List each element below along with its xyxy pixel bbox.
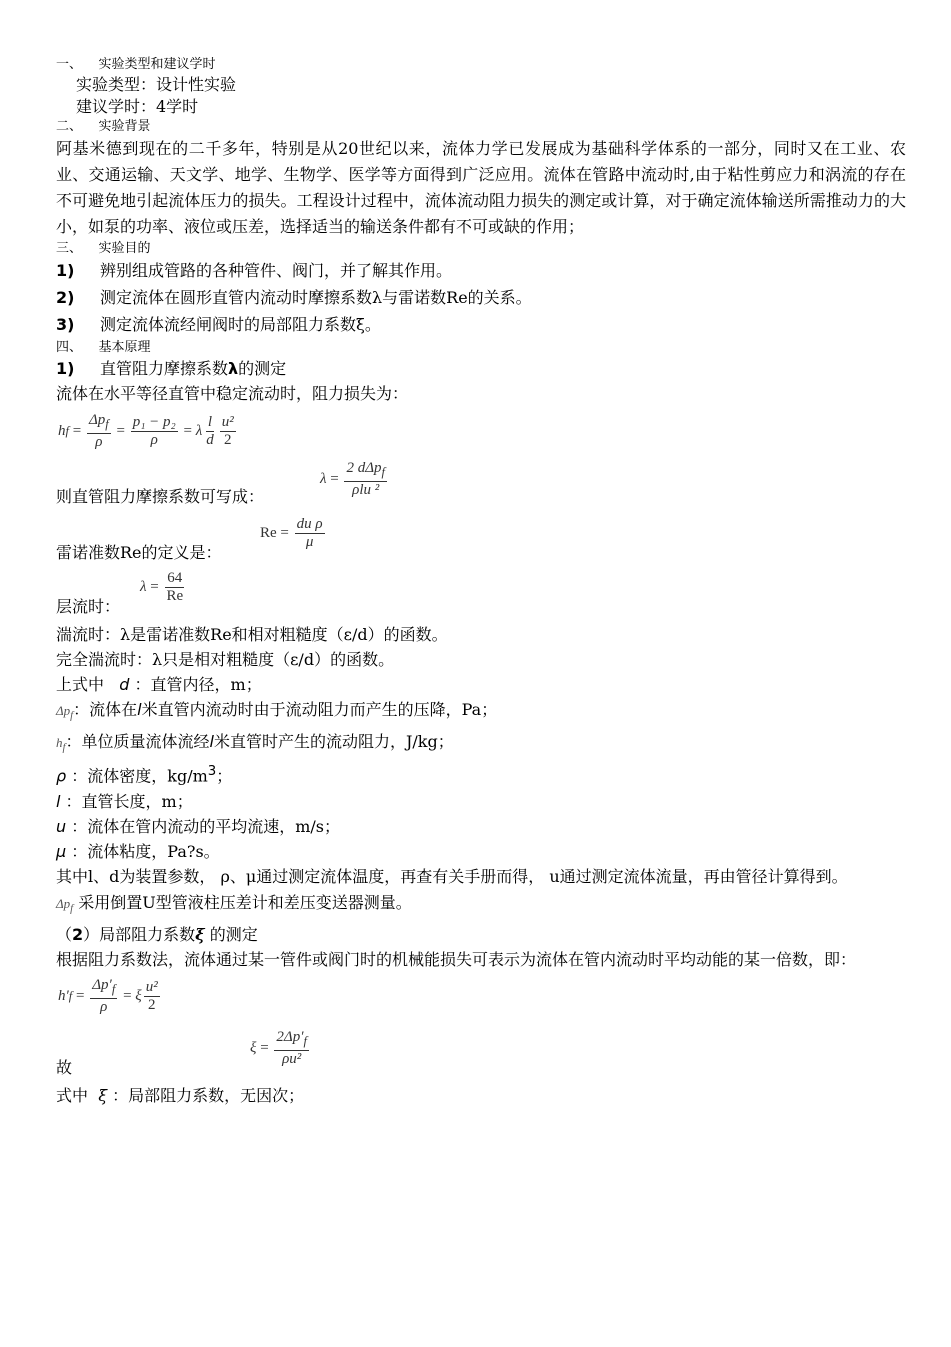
background-paragraph: 阿基米德到现在的二千多年，特别是从20世纪以来，流体力学已发展成为基础科学体系的一部分，同时又在工业、农业、交通运输、天文学、地学、生物学、医学等方面得到广泛应用。流体在管路中流动时,由于粘性剪应力和涡流的存在不可避免地引起流体压力的损失。工程设计过程中，流体流动阻力损失的测定或计算，对于确定流体输送所需推动力的大小，如泵的功率、液位或压差，选择适当的输送条件都有不可或缺的作用； (56, 139, 906, 236)
params-paragraph: 其中l、d为装置参数， ρ、μ通过测定流体温度，再查有关手册而得， u通过测定流体流量，再由管径计算得到。 (56, 866, 848, 886)
eq-symbol: h (58, 423, 66, 439)
symbol-dp: Δp (56, 703, 71, 718)
objective-item (56, 312, 906, 339)
experiment-type: 实验类型：设计性实验 (76, 75, 237, 94)
subsection-number: 1) (56, 359, 75, 378)
equation-xi: 故 ξ = $\frac{2\Delta p'_f}{\text{ρu²}}$ (56, 1027, 906, 1083)
eq-symbol: Δp′ (92, 976, 112, 993)
lambda-label: 则直管阻力摩擦系数可写成： (56, 487, 265, 506)
symbol-l: l (209, 731, 214, 751)
gu-label: 故 (56, 1057, 73, 1077)
objective-text: 测定流体流经闸阀时的局部阻力系数ξ。 (100, 315, 381, 334)
section-1-heading: 一、 实验类型和建议学时 (56, 57, 216, 72)
eq-symbol: ρ (100, 998, 108, 1015)
eq-symbol: 2 (147, 996, 156, 1013)
section-2-heading: 二、 实验背景 (56, 119, 151, 134)
where-prefix: 上式中 (56, 675, 105, 694)
symbol-xi: ξ (98, 1085, 107, 1105)
eq-subscript: f (65, 424, 69, 438)
equation-reynolds: 雷诺准数Re的定义是： Re = $\frac{\text{du ρ}}{\mu}$ (56, 514, 906, 568)
def-d (56, 672, 906, 697)
symbol-hf: h (56, 734, 63, 750)
def-text: 采用倒置U型管液柱压差计和差压变送器测量。 (78, 892, 412, 912)
def-mu (56, 839, 906, 864)
symbol-l: l (137, 700, 142, 719)
suggested-hours: 建议学时：4学时 (76, 97, 199, 116)
def-l (56, 789, 906, 814)
eq-subscript: f (381, 465, 386, 479)
eq-symbol: λ (320, 471, 327, 487)
subsection-title-part: ）局部阻力系数 (83, 924, 196, 944)
equation-lambda: 则直管阻力摩擦系数可写成： λ = $\frac{2 d\Delta p_f}{\text{ρlu ²}}$ (56, 458, 906, 514)
eq-symbol: u² (221, 414, 234, 430)
eq-subscript: f (70, 709, 74, 722)
eq-symbol: 2Δp′ (276, 1028, 304, 1045)
def-text: ：流体在管内流动的平均流速，m/s； (71, 816, 341, 836)
eq-subscript: f (68, 988, 73, 1003)
objective-number: 3) (56, 315, 75, 334)
def-text: ：局部阻力系数，无因次； (112, 1085, 305, 1105)
eq-symbol: Re (166, 588, 184, 604)
subsection-title-part: （ (56, 924, 73, 944)
eq-subscript: f (105, 417, 109, 431)
eq-subscript: f (70, 902, 74, 915)
eq-symbol: Δp (88, 412, 106, 428)
local-resistance-paragraph: 根据阻力系数法，流体通过某一管件或阀门时的机械能损失可表示为流体在管内流动时平均动能的某一倍数，即： (56, 949, 857, 969)
resistance-intro: 流体在水平等径直管中稳定流动时，阻力损失为： (56, 384, 409, 403)
symbol-d: d (119, 675, 130, 694)
subsection-title-part: 直管阻力摩擦系数 (100, 359, 229, 378)
objective-number: 2) (56, 288, 75, 307)
equation-head-loss: h f = $\frac{\Delta p_f}{\rho}$ = $\frac{\text{p₁ − p₂}}{\rho}$ = λ $\frac{l}{d}$ $\frac{\text{u²}}{2}$ (58, 412, 234, 450)
eq-symbol: ξ (250, 1039, 257, 1056)
objective-text: 辨别组成管路的各种管件、阀门，并了解其作用。 (100, 261, 453, 280)
eq-symbol: μ (305, 534, 314, 550)
section-3-heading: 三、 实验目的 (56, 241, 151, 256)
def-dp (56, 697, 906, 729)
def-hf (56, 729, 906, 758)
equation-local-loss: h′ f = $\frac{\Delta p'_f}{\rho}$ = ξ $\frac{\text{u²}}{2}$ (58, 976, 158, 1015)
def-text: 米直管时产生的流动阻力，J/kg； (213, 731, 454, 751)
eq-symbol: 2 (224, 432, 232, 448)
turbulent-text: 湍流时：λ是雷诺准数Re和相对粗糙度（ε/d）的函数。 (56, 625, 448, 644)
eq-symbol: Re (260, 525, 277, 541)
objective-item (56, 258, 906, 285)
eq-subscript: f (62, 741, 66, 754)
objective-item (56, 285, 906, 312)
def-text: ：流体密度，kg/m (71, 765, 208, 785)
eq-symbol: p₁ − p₂ (132, 414, 176, 430)
def-text: ； (216, 765, 233, 785)
def-text: ：流体粘度，Pa?s。 (71, 841, 220, 861)
symbol-mu: μ (56, 841, 67, 861)
def-text: ：直管内径，m； (134, 675, 262, 694)
eq-symbol: d (206, 432, 214, 448)
dp-measure (56, 890, 906, 922)
eq-symbol: 64 (167, 570, 183, 586)
eq-symbol: ρ (150, 432, 158, 448)
objective-number: 1) (56, 261, 75, 280)
def-text: ：直管长度，m； (65, 791, 193, 811)
subsection-title-part: 的测定 (204, 924, 258, 944)
def-text: ：流体在 (73, 700, 138, 719)
eq-symbol: du ρ (296, 516, 323, 532)
section-4-heading: 四、 基本原理 (56, 340, 151, 355)
reynolds-label: 雷诺准数Re的定义是： (56, 543, 222, 562)
eq-subscript: f (303, 1033, 307, 1048)
superscript: 3 (207, 763, 217, 779)
def-rho (56, 758, 906, 789)
eq-symbol: h′ (58, 987, 69, 1004)
symbol-l: l (56, 791, 61, 811)
eq-symbol: λ (195, 423, 203, 439)
objective-text: 测定流体在圆形直管内流动时摩擦系数λ与雷诺数Re的关系。 (100, 288, 532, 307)
equation-laminar: 层流时： λ = $\frac{64}{Re}$ (56, 568, 906, 622)
eq-symbol: ξ (135, 987, 142, 1004)
subsection-2-heading (56, 922, 906, 947)
def-text: 米直管内流动时由于流动阻力而产生的压降，Pa； (141, 700, 498, 719)
def-u (56, 814, 906, 839)
def-text: ：单位质量流体流经 (65, 731, 210, 751)
symbol-u: u (56, 816, 67, 836)
eq-symbol: ρlu ² (352, 482, 380, 498)
where-prefix: 式中 (56, 1085, 89, 1105)
eq-symbol: ρu² (282, 1050, 302, 1067)
subsection-1-heading (56, 357, 906, 381)
full-turbulent-text: 完全湍流时：λ只是相对粗糙度（ε/d）的函数。 (56, 650, 395, 669)
eq-symbol: 2 dΔp (346, 460, 382, 476)
eq-symbol: ρ (95, 434, 103, 450)
eq-symbol: λ (140, 579, 147, 595)
eq-symbol: l (207, 414, 213, 430)
def-xi (56, 1083, 906, 1108)
laminar-label: 层流时： (56, 597, 121, 616)
symbol-dp: Δp (56, 895, 71, 911)
document-page (56, 56, 906, 1108)
subsection-number: 2 (72, 924, 84, 944)
symbol-rho: ρ (56, 765, 67, 785)
xi-symbol: ξ (195, 924, 205, 944)
subsection-title-part: 的测定 (238, 359, 287, 378)
lambda-symbol: λ (228, 359, 239, 378)
eq-symbol: u² (145, 978, 158, 995)
eq-subscript: f (111, 981, 116, 996)
